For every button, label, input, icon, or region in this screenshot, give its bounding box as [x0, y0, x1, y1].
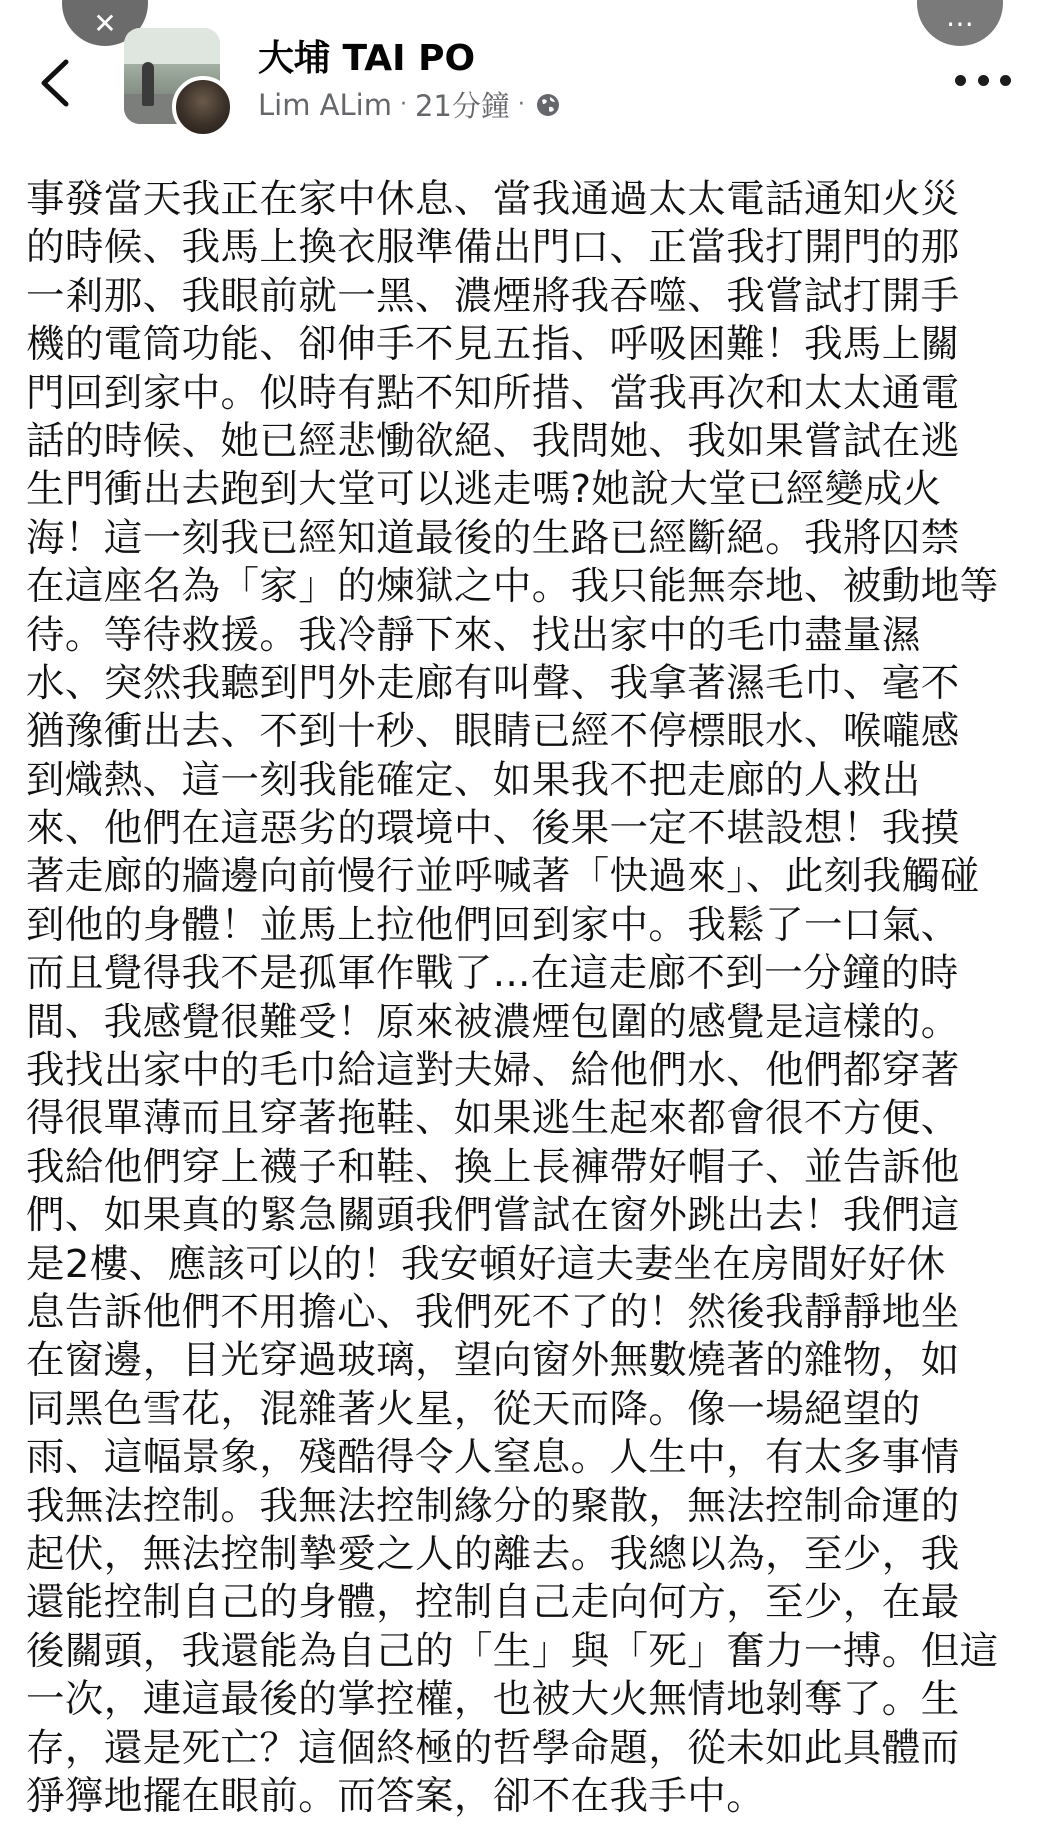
- post-line: 還能控制自己的身體，控制自己走向何方，至少，在最: [26, 1580, 960, 1626]
- globe-icon: [535, 92, 561, 118]
- author-avatar[interactable]: [172, 76, 234, 138]
- post-line: 一剎那、我眼前就一黑、濃煙將我吞噬、我嘗試打開手: [26, 273, 960, 319]
- post-line: 息告訴他們不用擔心、我們死不了的！然後我靜靜地坐: [26, 1289, 960, 1335]
- post-line: 是2樓、應該可以的！我安頓好這夫妻坐在房間好好休: [26, 1241, 946, 1287]
- post-line: 待。等待救援。我冷靜下來、找出家中的毛巾盡量濕: [26, 612, 921, 658]
- more-icon: ⋯: [946, 7, 974, 40]
- post-line: 海！這一刻我已經知道最後的生路已經斷絕。我將囚禁: [26, 515, 960, 561]
- post-line: 我給他們穿上襪子和鞋、換上長褲帶好帽子、並告訴他: [26, 1144, 960, 1190]
- group-name[interactable]: 大埔 TAI PO: [258, 38, 476, 79]
- more-horizontal-icon: [955, 75, 966, 86]
- post-meta: [258, 84, 561, 125]
- post-line: 門回到家中。似時有點不知所措、當我再次和太太通電: [26, 370, 960, 416]
- post-line: 我找出家中的毛巾給這對夫婦、給他們水、他們都穿著: [26, 1048, 960, 1094]
- author-name[interactable]: Lim ALim: [258, 87, 392, 122]
- post-line: 在這座名為「家」的煉獄之中。我只能無奈地、被動地等: [26, 564, 999, 610]
- post-line: 猙獰地擺在眼前。而答案，卻不在我手中。: [26, 1773, 766, 1819]
- post-line: 一次，連這最後的掌控權，也被大火無情地剝奪了。生: [26, 1677, 960, 1723]
- post-line: 機的電筒功能、卻伸手不見五指、呼吸困難！我馬上關: [26, 322, 960, 368]
- post-line: 生門衝出去跑到大堂可以逃走嗎?她說大堂已經變成火: [26, 467, 942, 513]
- post-line: 而且覺得我不是孤軍作戰了...在這走廊不到一分鐘的時: [26, 951, 959, 997]
- post-line: 事發當天我正在家中休息、當我通過太太電話通知火災: [26, 177, 960, 222]
- post-line: 來、他們在這惡劣的環境中、後果一定不堪設想！我摸: [26, 806, 960, 852]
- avatar-stack[interactable]: [124, 28, 240, 124]
- post-time[interactable]: 21分鐘: [414, 89, 510, 123]
- meta-separator: ·: [517, 92, 525, 117]
- post-line: 的時候、我馬上換衣服準備出門口、正當我打開門的那: [26, 225, 960, 271]
- post-line: 猶豫衝出去、不到十秒、眼睛已經不停標眼水、喉嚨感: [26, 709, 960, 755]
- post-line: 雨、這幅景象，殘酷得令人窒息。人生中，有太多事情: [26, 1435, 960, 1481]
- post-line: 同黑色雪花，混雜著火星，從天而降。像一場絕望的: [26, 1386, 921, 1432]
- close-icon: ✕: [93, 7, 117, 40]
- post-line: 到他的身體！並馬上拉他們回到家中。我鬆了一口氣、: [26, 902, 960, 948]
- post-line: 水、突然我聽到門外走廊有叫聲、我拿著濕毛巾、毫不: [26, 660, 960, 706]
- post-line: 話的時候、她已經悲慟欲絕、我問她、我如果嘗試在逃: [26, 418, 960, 464]
- post-line: 到熾熱、這一刻我能確定、如果我不把走廊的人救出: [26, 757, 921, 803]
- post-line: 後關頭，我還能為自己的「生」與「死」奮力一搏。但這: [26, 1628, 999, 1674]
- post-body: [26, 176, 1026, 1821]
- post-line: 我無法控制。我無法控制緣分的聚散，無法控制命運的: [26, 1483, 960, 1529]
- post-line: 們、如果真的緊急關頭我們嘗試在窗外跳出去！我們這: [26, 1193, 960, 1239]
- more-options-button[interactable]: [955, 70, 1011, 90]
- post-line: 存，還是死亡？這個終極的哲學命題，從未如此具體而: [26, 1725, 960, 1771]
- post-line: 起伏，無法控制摯愛之人的離去。我總以為，至少，我: [26, 1531, 960, 1577]
- post-line: 在窗邊，目光穿過玻璃，望向窗外無數燒著的雜物，如: [26, 1338, 960, 1384]
- post-line: 得很單薄而且穿著拖鞋、如果逃生起來都會很不方便、: [26, 1096, 960, 1142]
- back-button[interactable]: [36, 58, 76, 108]
- meta-separator: ·: [399, 92, 407, 117]
- post-header: [0, 28, 1047, 138]
- chevron-left-icon: [36, 58, 76, 108]
- post-line: 著走廊的牆邊向前慢行並呼喊著「快過來」、此刻我觸碰: [26, 854, 980, 900]
- post-line: 間、我感覺很難受！原來被濃煙包圍的感覺是這樣的。: [26, 999, 960, 1045]
